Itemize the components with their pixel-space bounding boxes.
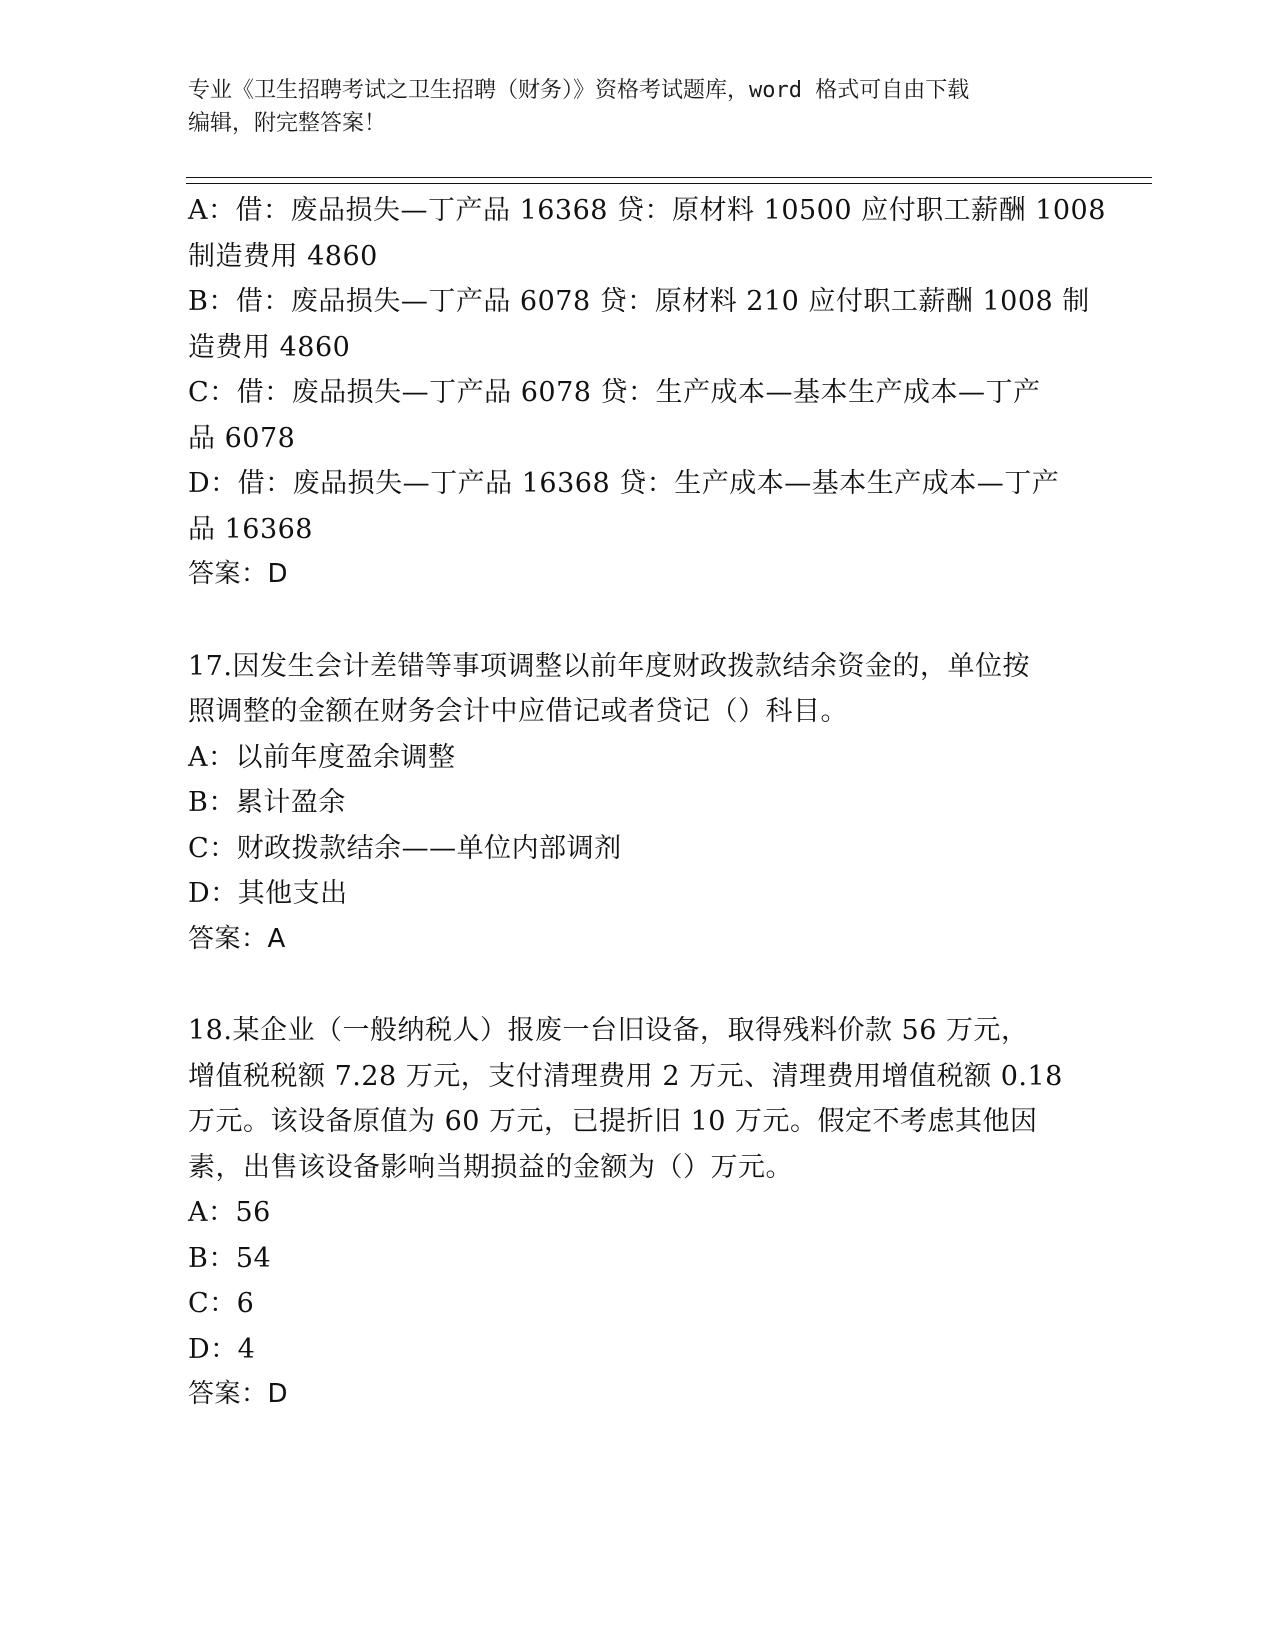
header-line-1: 专业《卫生招聘考试之卫生招聘（财务）》资格考试题库，word 格式可自由下载 [188,78,970,103]
option-a-line-1: A：借：废品损失—丁产品 16368 贷：原材料 10500 应付职工薪酬 1008 [188,195,1106,226]
answer: 答案：D [188,559,289,589]
spacer [188,962,1088,1008]
option-d [188,461,1088,552]
question-18 [188,1008,1088,1418]
answer: 答案：D [188,1379,289,1409]
option-c: C：6 [188,1288,255,1319]
option-a [188,188,1106,279]
option-d-line-2: 品 16368 [188,513,313,545]
document-header [188,74,1088,140]
question-stem-line-4: 素，出售该设备影响当期损益的金额为（）万元。 [188,1151,793,1183]
answer: 答案：A [188,923,286,954]
option-a-line-2: 制造费用 4860 [188,240,378,272]
header-divider-top [186,177,1152,178]
question-stem-line-1: 18.某企业（一般纳税人）报废一台旧设备，取得残料价款 56 万元， [188,1015,1029,1046]
option-a: A：56 [188,1197,271,1228]
option-d: D：其他支出 [188,878,348,909]
header-line-2: 编辑，附完整答案！ [188,111,387,136]
question-16 [188,188,1106,598]
option-c [188,370,1088,461]
option-c-line-1: C：借：废品损失—丁产品 6078 贷：生产成本—基本生产成本—丁产 [188,377,1041,408]
option-b: B：累计盈余 [188,787,346,818]
question-stem-line-3: 万元。该设备原值为 60 万元，已提折旧 10 万元。假定不考虑其他因 [188,1106,1038,1137]
option-b [188,279,1088,370]
spacer [188,598,1088,644]
option-b: B：54 [188,1242,272,1274]
option-b-line-2: 造费用 4860 [188,331,351,363]
option-a: A：以前年度盈余调整 [188,741,456,773]
header-divider-bottom [186,183,1152,184]
question-17 [188,644,1088,963]
option-d: D：4 [188,1333,256,1365]
question-list [188,188,1106,1418]
option-c-line-2: 品 6078 [188,422,296,454]
question-stem-line-1: 17.因发生会计差错等事项调整以前年度财政拨款结余资金的，单位按 [188,650,1030,682]
option-c: C：财政拨款结余——单位内部调剂 [188,832,622,864]
option-d-line-1: D：借：废品损失—丁产品 16368 贷：生产成本—基本生产成本—丁产 [188,468,1060,499]
question-stem-line-2: 增值税税额 7.28 万元，支付清理费用 2 万元、清理费用增值税额 0.18 [188,1060,1063,1092]
question-stem-line-2: 照调整的金额在财务会计中应借记或者贷记（）科目。 [188,696,848,727]
option-b-line-1: B：借：废品损失—丁产品 6078 贷：原材料 210 应付职工薪酬 1008 制 [188,286,1090,317]
